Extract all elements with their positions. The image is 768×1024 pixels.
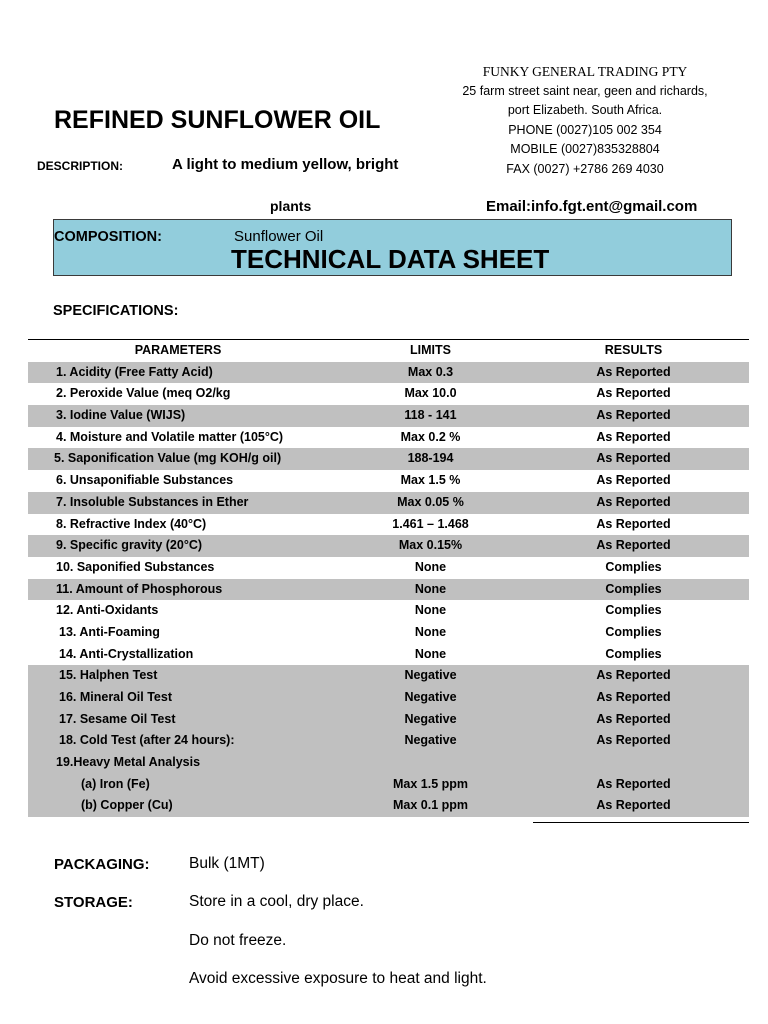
result-cell: As Reported (596, 733, 671, 748)
limit-cell: None (414, 581, 447, 596)
parameter-cell: 14. Anti-Crystallization (59, 646, 194, 661)
sheet-title: TECHNICAL DATA SHEET (231, 244, 550, 274)
table-row (28, 535, 749, 557)
limit-cell: Max 0.15% (398, 538, 463, 553)
parameter-cell: 12. Anti-Oxidants (56, 603, 159, 618)
result-cell: As Reported (596, 408, 671, 423)
parameter-cell: 6. Unsaponifiable Substances (56, 473, 234, 488)
result-cell: As Reported (596, 364, 671, 379)
table-row (28, 622, 749, 644)
limit-cell: None (414, 559, 447, 574)
result-cell: As Reported (596, 516, 671, 531)
limit-cell: 188-194 (407, 451, 454, 466)
table-divider (533, 822, 749, 823)
table-row (28, 709, 749, 731)
limit-cell: Max 0.3 (407, 364, 454, 379)
storage-label: STORAGE: (54, 894, 133, 911)
company-email: Email:info.fgt.ent@gmail.com (486, 198, 698, 215)
storage-line: Store in a cool, dry place. (189, 893, 364, 910)
limit-cell: Max 1.5 ppm (392, 776, 469, 791)
table-row (28, 427, 749, 449)
parameter-cell: 5. Saponification Value (mg KOH/g oil) (54, 451, 282, 466)
parameter-cell: 2. Peroxide Value (meq O2/kg (56, 386, 231, 401)
table-row (28, 557, 749, 579)
header-results: RESULTS (604, 343, 663, 357)
limit-cell: Max 1.5 % (400, 473, 461, 488)
limit-cell: Max 0.2 % (400, 429, 461, 444)
description-label: DESCRIPTION: (37, 159, 124, 173)
table-row (28, 730, 749, 752)
table-row (28, 405, 749, 427)
result-cell: As Reported (596, 429, 671, 444)
result-cell: As Reported (596, 690, 671, 704)
result-cell: As Reported (596, 494, 671, 509)
limit-cell: Negative (404, 711, 457, 726)
result-cell: As Reported (596, 538, 671, 553)
company-phone: PHONE (0027)105 002 354 (508, 122, 662, 137)
parameter-cell: (b) Copper (Cu) (81, 798, 173, 813)
result-cell: Complies (605, 603, 662, 618)
parameter-cell: 1. Acidity (Free Fatty Acid) (56, 364, 213, 379)
table-row (28, 665, 749, 687)
result-cell: Complies (605, 646, 662, 661)
table-row (28, 579, 749, 601)
parameter-cell: 10. Saponified Substances (56, 559, 215, 574)
company-address-line: 25 farm street saint near, geen and richards, (462, 83, 708, 98)
table-row (28, 492, 749, 514)
parameter-cell: 3. Iodine Value (WIJS) (56, 408, 186, 423)
parameter-cell: 8. Refractive Index (40°C) (56, 516, 207, 531)
table-row (28, 644, 749, 666)
table-body (28, 362, 749, 817)
company-address-line: port Elizabeth. South Africa. (507, 103, 663, 117)
company-name: FUNKY GENERAL TRADING PTY (482, 64, 688, 79)
parameter-cell: (a) Iron (Fe) (81, 776, 150, 791)
table-row (28, 795, 749, 817)
limit-cell: Negative (404, 690, 457, 704)
result-cell: As Reported (596, 386, 671, 401)
company-info (430, 62, 740, 179)
product-title: REFINED SUNFLOWER OIL (54, 106, 381, 134)
company-mobile: MOBILE (0027)835328804 (510, 142, 660, 156)
parameter-cell: 19.Heavy Metal Analysis (56, 755, 201, 770)
result-cell: As Reported (596, 473, 671, 488)
result-cell: As Reported (596, 668, 671, 683)
parameter-cell: 18. Cold Test (after 24 hours): (59, 733, 235, 748)
limit-cell: Max 0.1 ppm (392, 798, 469, 813)
table-row (28, 448, 749, 470)
limit-cell: Max 0.05 % (397, 494, 464, 509)
table-row (28, 600, 749, 622)
result-cell: As Reported (596, 711, 671, 726)
limit-cell: Negative (404, 733, 457, 748)
result-cell: As Reported (596, 798, 671, 813)
table-row (28, 774, 749, 796)
company-fax: FAX (0027) +2786 269 4030 (506, 161, 664, 176)
packaging-label: PACKAGING: (54, 856, 150, 873)
result-cell: As Reported (596, 776, 671, 791)
result-cell: Complies (605, 581, 662, 596)
table-row (28, 362, 749, 384)
limit-cell: None (414, 603, 447, 618)
table-row (28, 514, 749, 536)
specifications-table (28, 339, 749, 817)
composition-label: COMPOSITION: (54, 229, 162, 245)
limit-cell: 118 - 141 (404, 408, 457, 423)
table-header-row (28, 340, 749, 362)
result-cell: Complies (605, 624, 662, 639)
storage-line: Do not freeze. (189, 932, 287, 949)
table-row (28, 687, 749, 709)
parameter-cell: 4. Moisture and Volatile matter (105°C) (56, 429, 284, 444)
parameter-cell: 11. Amount of Phosphorous (56, 581, 223, 596)
header-parameters: PARAMETERS (134, 343, 222, 357)
packaging-value: Bulk (1MT) (189, 855, 265, 872)
composition-value: Sunflower Oil (234, 228, 324, 245)
parameter-cell: 15. Halphen Test (59, 668, 158, 683)
limit-cell: None (414, 624, 447, 639)
header-limits: LIMITS (410, 343, 451, 357)
storage-line: Avoid excessive exposure to heat and light. (189, 970, 487, 987)
limit-cell: 1.461 – 1.468 (392, 516, 469, 531)
parameter-cell: 7. Insoluble Substances in Ether (56, 494, 249, 509)
parameter-cell: 17. Sesame Oil Test (59, 711, 176, 726)
limit-cell: Negative (404, 668, 457, 683)
specifications-label: SPECIFICATIONS: (53, 303, 179, 319)
limit-cell: None (414, 646, 447, 661)
result-cell: Complies (605, 559, 662, 574)
description-text-continued: plants (270, 198, 312, 214)
parameter-cell: 9. Specific gravity (20°C) (56, 538, 203, 553)
table-row (28, 752, 749, 774)
table-row (28, 470, 749, 492)
description-text: A light to medium yellow, bright (172, 156, 399, 173)
parameter-cell: 16. Mineral Oil Test (59, 690, 173, 704)
table-row (28, 383, 749, 405)
result-cell: As Reported (596, 451, 671, 466)
limit-cell: Max 10.0 (404, 386, 457, 401)
parameter-cell: 13. Anti-Foaming (59, 624, 160, 639)
